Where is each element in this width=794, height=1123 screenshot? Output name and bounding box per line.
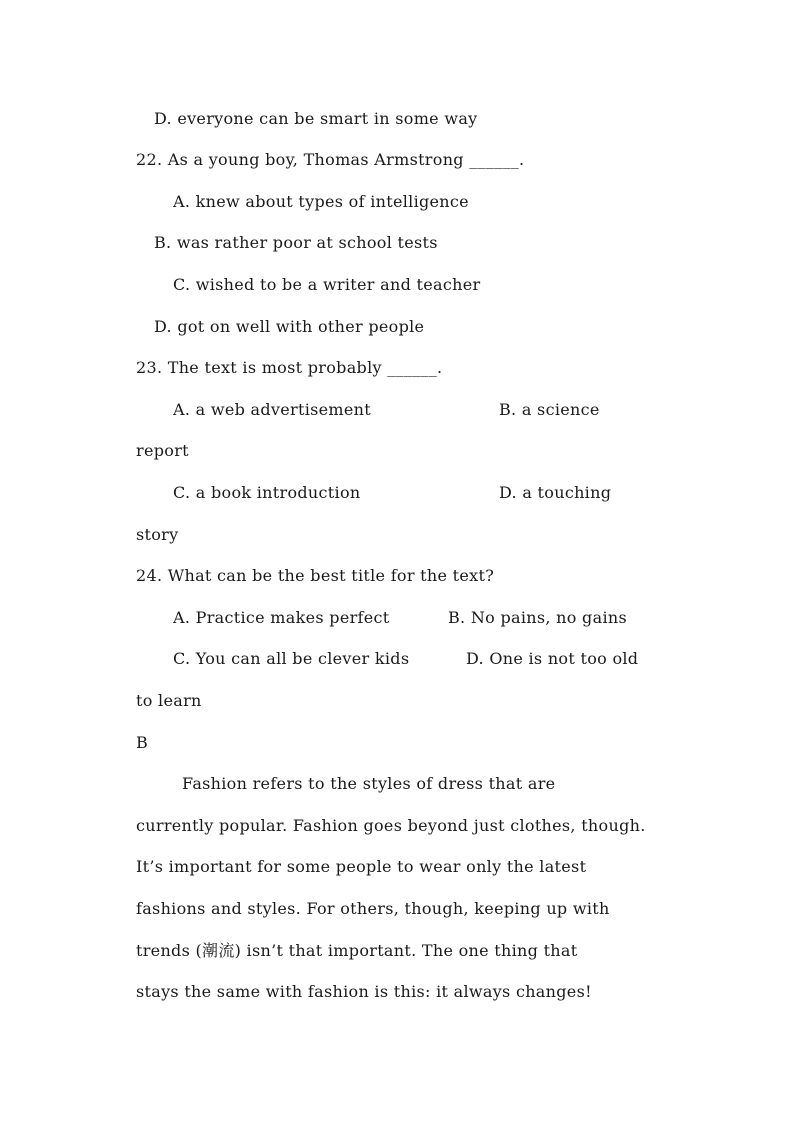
q24-option-d: D. One is not too old [466, 649, 639, 668]
q23-option-c: C. a book introduction [173, 483, 361, 502]
passage-line: trends (潮流) isn’t that important. The one thing that [136, 941, 578, 960]
q22-stem: 22. As a young boy, Thomas Armstrong ______. [136, 150, 525, 169]
q24-option-d-wrap: to learn [136, 691, 202, 710]
q23-option-d-wrap: story [136, 525, 179, 544]
section-heading: B [136, 733, 149, 752]
q22-option-d: D. got on well with other people [154, 317, 425, 336]
q23-option-b-wrap: report [136, 441, 189, 460]
q24-stem: 24. What can be the best title for the text? [136, 566, 495, 585]
q24-option-a: A. Practice makes perfect [173, 608, 390, 627]
q23-option-b: B. a science [499, 400, 600, 419]
q23-option-d: D. a touching [499, 483, 612, 502]
q21-option-d: D. everyone can be smart in some way [154, 109, 478, 128]
q24-option-b: B. No pains, no gains [448, 608, 627, 627]
q23-stem: 23. The text is most probably ______. [136, 358, 443, 377]
q22-option-b: B. was rather poor at school tests [154, 233, 438, 252]
q24-option-c: C. You can all be clever kids [173, 649, 410, 668]
passage-line: It’s important for some people to wear only the latest [136, 857, 587, 876]
q23-option-a: A. a web advertisement [173, 400, 371, 419]
q22-option-a: A. knew about types of intelligence [173, 192, 469, 211]
passage-line: Fashion refers to the styles of dress that are [182, 774, 556, 793]
passage-line: currently popular. Fashion goes beyond just clothes, though. [136, 816, 646, 835]
passage-line: stays the same with fashion is this: it always changes! [136, 982, 592, 1001]
passage-line: fashions and styles. For others, though, keeping up with [136, 899, 610, 918]
q22-option-c: C. wished to be a writer and teacher [173, 275, 481, 294]
